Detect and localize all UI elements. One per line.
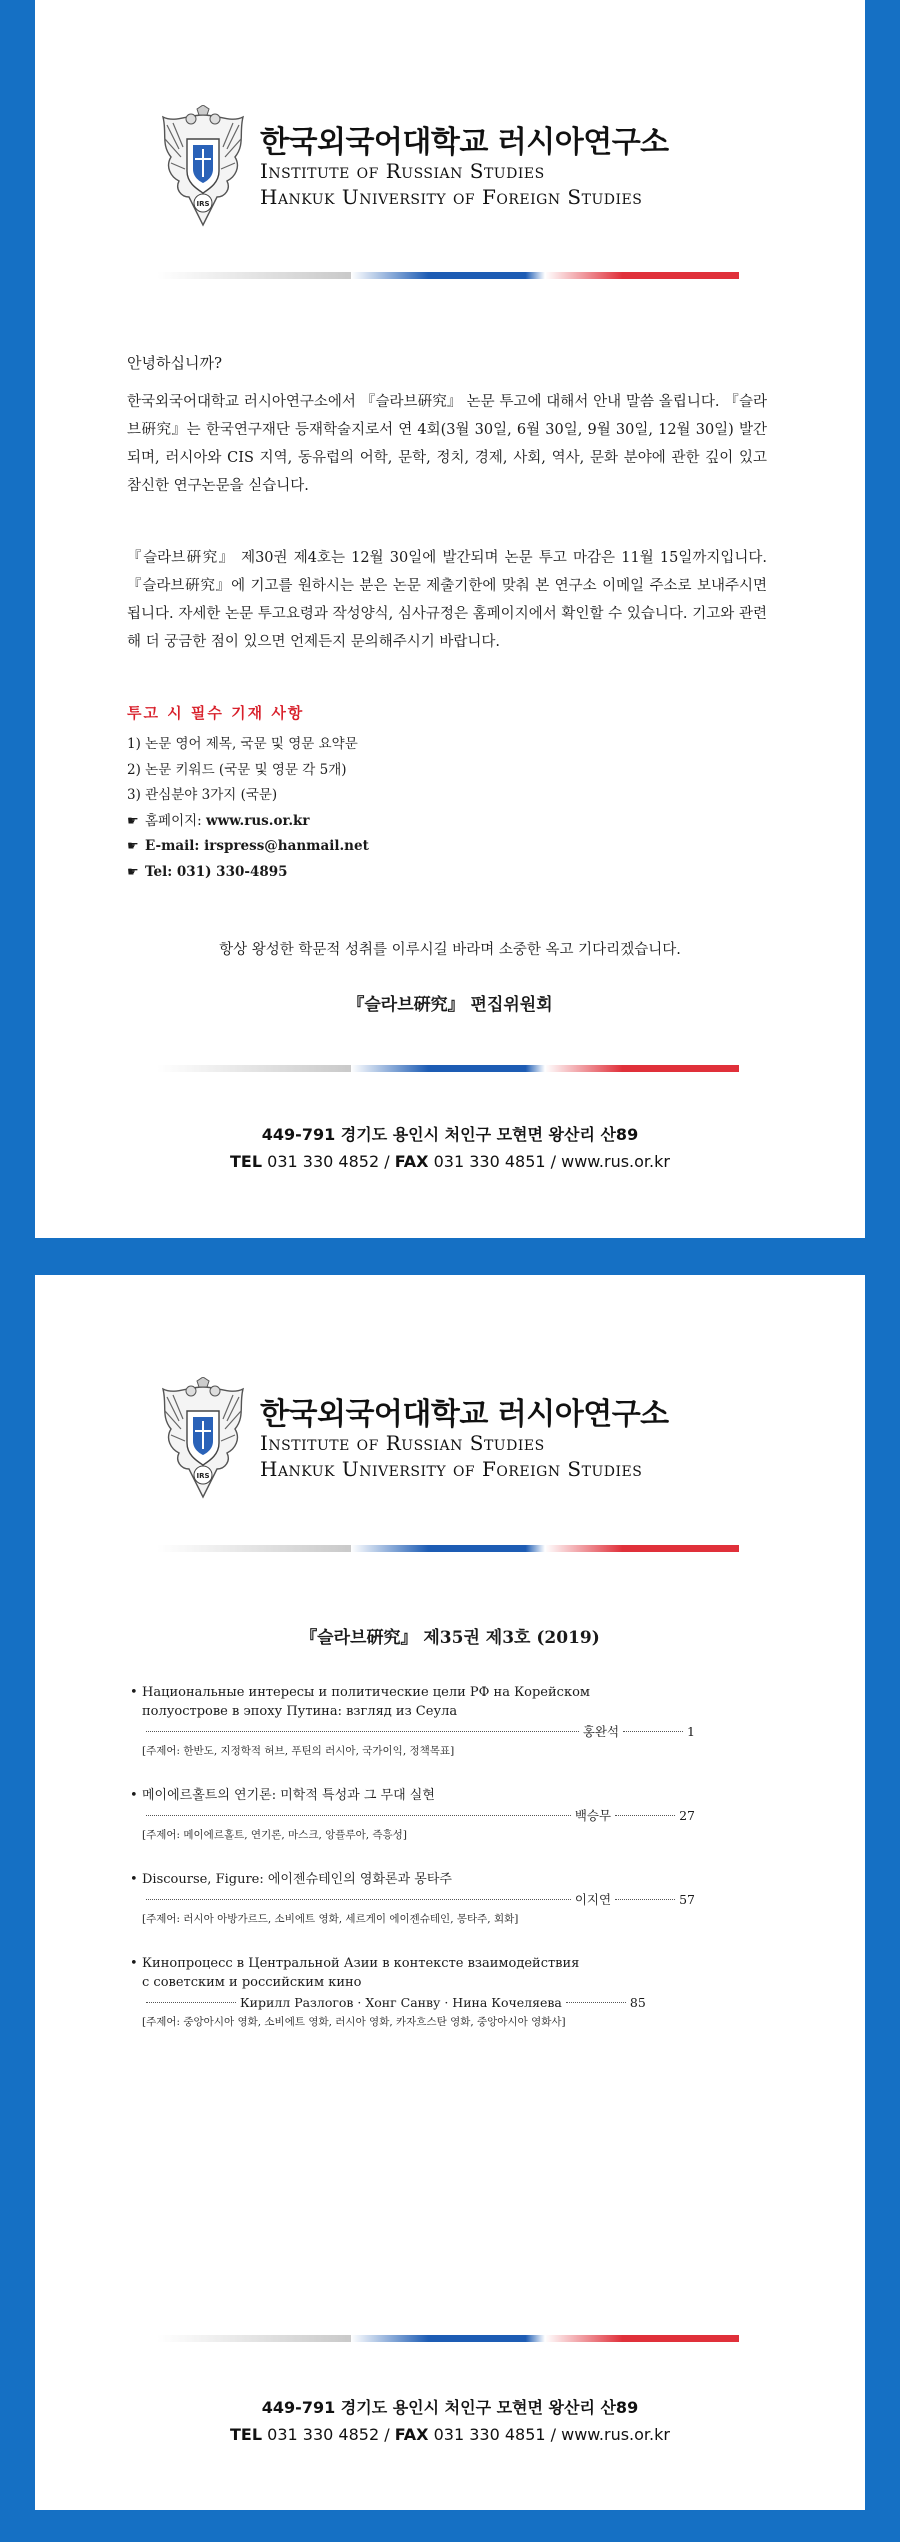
pointing-hand-icon: ☛ [127, 864, 139, 880]
university-name-english: Hankuk University of Foreign Studies [260, 185, 643, 209]
deadline-paragraph: 『슬라브硏究』 제30권 제4호는 12월 30일에 발간되며 논문 투고 마감은 11월 15일까지입니다. 『슬라브硏究』에 기고를 원하시는 분은 논문 제출기한에 맞춰 본 연구소 이메일 주소로 보내주시면 됩니다. 자세한 논문 투고요령과 작성양식, 심사규정은 홈페이지에서 확인할 수 있습니다. 기고와 관련해 더 궁금한 점이 있으면 언제든지 문의해주시기 바랍니다. [127, 550, 767, 650]
bullet-icon: • [130, 1956, 138, 1971]
fax-label: FAX [394, 2425, 429, 2444]
fax-label: FAX [394, 1152, 429, 1171]
page-number: 85 [629, 1995, 646, 2010]
contact-homepage [127, 809, 727, 835]
intro-paragraph: 한국외국어대학교 러시아연구소에서 『슬라브硏究』 논문 투고에 대해서 안내 말씀 올립니다. 『슬라브硏究』는 한국연구재단 등재학술지로서 연 4회(3월 30일, 6월 30일, 9월 30일, 12월 30일) 발간되며, 러시아와 CIS 지역, 동유럽의 어학, 문학, 정치, 경제, 사회, 역사, 문화 분야에 관한 깊이 있고 참신한 연구논문을 싣습니다. [127, 394, 767, 494]
announcement-page [35, 0, 865, 1238]
article-title: полуострове в эпоху Путина: взгляд из Сеула [142, 1704, 458, 1719]
contact-footer [35, 2425, 865, 2444]
institute-header [35, 1377, 865, 1507]
closing-message: 항상 왕성한 학문적 성취를 이루시길 바라며 소중한 옥고 기다리겠습니다. [219, 942, 681, 958]
email-link[interactable]: irspress@hanmail.net [204, 838, 369, 854]
toc-entry[interactable] [130, 1870, 695, 1928]
article-author: 백승무 [574, 1808, 612, 1823]
article-title: Кинопроцесс в Центральной Азии в контексте взаимодействия [142, 1956, 580, 1971]
requirements-heading: 투고 시 필수 기재 사항 [127, 704, 305, 722]
leader-dots [623, 1731, 683, 1732]
editorial-committee-signature: 『슬라브硏究』 편집위원회 [347, 995, 553, 1015]
institute-header [35, 105, 865, 235]
emblem-text: IRS [196, 1472, 210, 1480]
table-of-contents-page [35, 1275, 865, 2510]
tricolor-divider [157, 1065, 739, 1072]
contact-label: Tel: [145, 863, 177, 880]
page-number: 27 [679, 1808, 695, 1823]
tel-label: TEL [230, 2425, 263, 2444]
article-title: Discourse, Figure: 에이젠슈테인의 영화론과 몽타주 [142, 1872, 452, 1887]
fax-and-website: 031 330 4851 / www.rus.or.kr [428, 2425, 670, 2444]
article-author: 홍완석 [582, 1724, 620, 1739]
requirement-item: 1) 논문 영어 제목, 국문 및 영문 요약문 [127, 736, 358, 752]
institute-name-korean: 한국외국어대학교 러시아연구소 [260, 1397, 669, 1432]
requirement-item: 2) 논문 키워드 (국문 및 영문 각 5개) [127, 761, 347, 778]
article-keywords: [주제어: 러시아 아방가르드, 소비에트 영화, 세르게이 에이젠슈테인, 몽타주, 회화] [142, 1913, 519, 1925]
requirement-item: 3) 관심분야 3가지 (국문) [127, 787, 278, 803]
pointing-hand-icon: ☛ [127, 839, 139, 854]
institute-name-english: Institute of Russian Studies [260, 1431, 545, 1455]
leader-dots [146, 1899, 571, 1900]
article-title: 메이에르홀트의 연기론: 미학적 특성과 그 무대 실현 [142, 1788, 435, 1803]
homepage-link[interactable]: www.rus.or.kr [206, 812, 310, 829]
issue-title: 『슬라브硏究』 제35권 제3호 (2019) [300, 1628, 600, 1648]
pointing-hand-icon: ☛ [127, 813, 139, 829]
contact-footer [35, 1152, 865, 1171]
contact-label: E-mail: [145, 838, 205, 854]
table-of-contents [130, 1683, 695, 2057]
bullet-icon: • [130, 1788, 138, 1803]
tricolor-divider [157, 2335, 739, 2342]
phone-number: 031) 330-4895 [176, 863, 288, 880]
contact-label: 홈페이지: [145, 812, 207, 829]
bullet-icon: • [130, 1685, 138, 1700]
leader-dots [146, 1815, 571, 1816]
article-author: 이지연 [574, 1892, 612, 1907]
article-author: Кирилл Разлогов · Хонг Санву · Нина Кочеляева [240, 1995, 562, 2010]
article-keywords: [주제어: 중앙아시아 영화, 소비에트 영화, 러시아 영화, 카자흐스탄 영화, 중앙아시아 영화사] [142, 2016, 566, 2028]
toc-entry[interactable] [130, 1954, 695, 2031]
article-title: Национальные интересы и политические цели РФ на Корейском [142, 1685, 591, 1700]
leader-dots [566, 2002, 626, 2003]
institute-name-english: Institute of Russian Studies [260, 159, 545, 183]
bullet-icon: • [130, 1872, 138, 1887]
tricolor-divider [157, 272, 739, 279]
leader-dots [615, 1899, 675, 1900]
leader-dots [615, 1815, 675, 1816]
article-keywords: [주제어: 메이에르홀트, 연기론, 마스크, 앙플루아, 즉흥성] [142, 1829, 407, 1841]
toc-entry[interactable] [130, 1786, 695, 1844]
leader-dots [146, 1731, 579, 1732]
eagle-emblem-icon [157, 105, 249, 233]
article-keywords: [주제어: 한반도, 지정학적 허브, 푸틴의 러시아, 국가이익, 정책목표] [142, 1745, 455, 1757]
greeting: 안녕하십니까? [127, 354, 222, 372]
tel-number: 031 330 4852 / [262, 2425, 395, 2444]
article-title: с советским и российским кино [142, 1975, 362, 1990]
tel-number: 031 330 4852 / [262, 1152, 395, 1171]
postal-address: 449-791 경기도 용인시 처인구 모현면 왕산리 산89 [261, 1125, 639, 1144]
contact-email [127, 834, 727, 860]
eagle-emblem-icon [157, 1377, 249, 1505]
page-number: 57 [679, 1892, 695, 1907]
postal-address: 449-791 경기도 용인시 처인구 모현면 왕산리 산89 [261, 2398, 639, 2417]
institute-name-korean: 한국외국어대학교 러시아연구소 [260, 125, 669, 160]
fax-and-website: 031 330 4851 / www.rus.or.kr [428, 1152, 670, 1171]
tricolor-divider [157, 1545, 739, 1552]
emblem-text: IRS [196, 200, 210, 208]
contact-tel [127, 860, 727, 886]
page-number: 1 [687, 1724, 695, 1739]
leader-dots [146, 2002, 236, 2003]
toc-entry[interactable] [130, 1683, 695, 1760]
requirements-list [127, 732, 727, 885]
university-name-english: Hankuk University of Foreign Studies [260, 1457, 643, 1481]
tel-label: TEL [230, 1152, 263, 1171]
